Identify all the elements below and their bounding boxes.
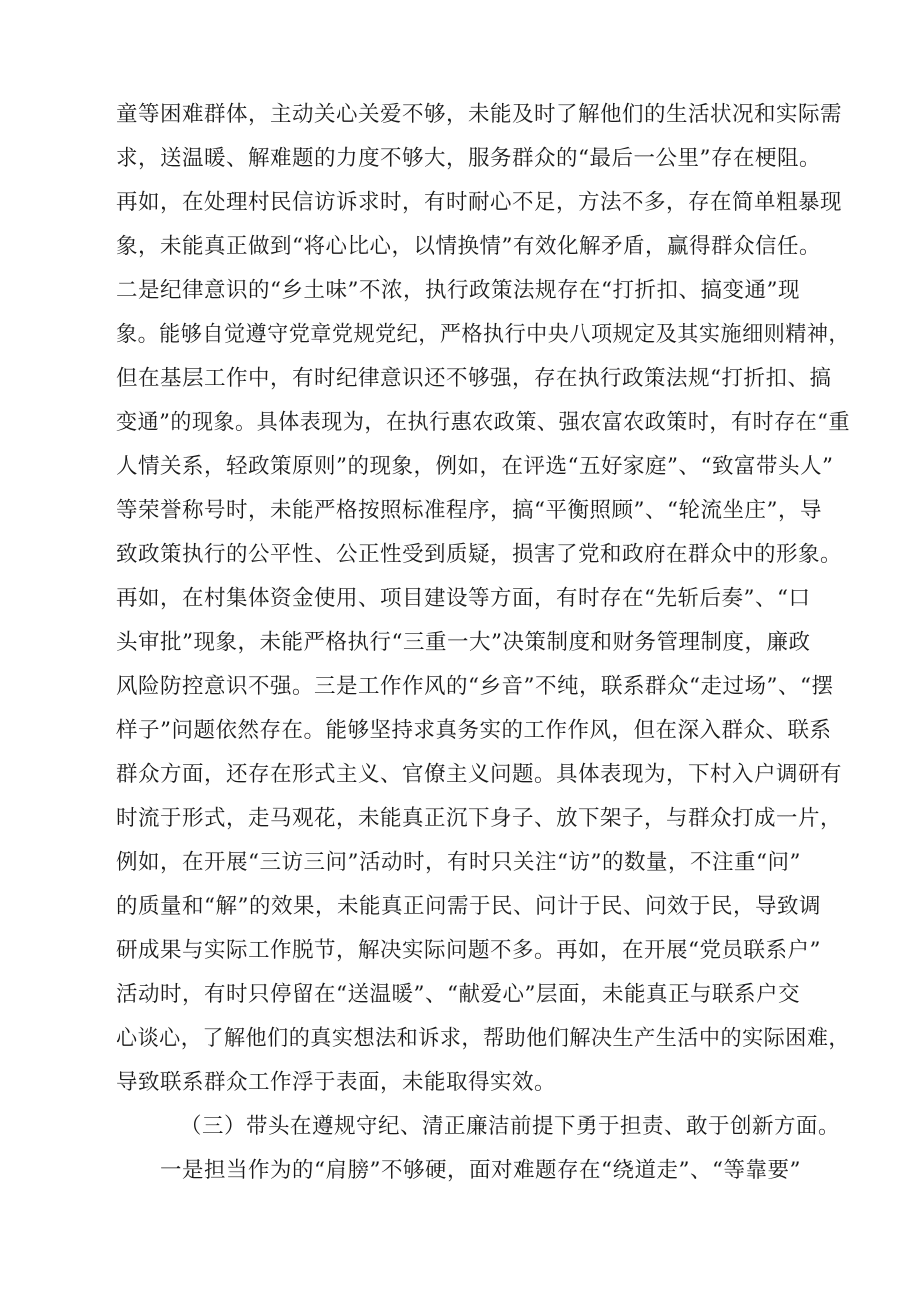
section-heading: （三）带头在遵规守纪、清正廉洁前提下勇于担责、敢于创新方面。 — [180, 1114, 841, 1139]
text-line: 人情关系，轻政策原则”的现象，例如，在评选“五好家庭”、“致富带头人” — [116, 454, 834, 479]
text-line: 心谈心，了解他们的真实想法和诉求，帮助他们解决生产生活中的实际困难， — [116, 1026, 851, 1051]
text-line: 求，送温暖、解难题的力度不够大，服务群众的“最后一公里”存在梗阻。 — [116, 146, 821, 171]
text-line: 活动时，有时只停留在“送温暖”、“献爱心”层面，未能真正与联系户交 — [116, 982, 800, 1007]
text-line: 研成果与实际工作脱节，解决实际问题不多。再如，在开展“党员联系户” — [116, 938, 821, 963]
text-line: 头审批”现象，未能严格执行“三重一大”决策制度和财务管理制度，廉政 — [116, 630, 811, 655]
text-line: 再如，在处理村民信访诉求时，有时耐心不足，方法不多，存在简单粗暴现 — [116, 190, 843, 215]
text-line: 等荣誉称号时，未能严格按照标准程序，搞“平衡照顾”、“轮流坐庄”，导 — [116, 498, 822, 523]
text-line: 变通”的现象。具体表现为，在执行惠农政策、强农富农政策时，有时存在“重 — [116, 410, 851, 435]
text-line: 例如，在开展“三访三问”活动时，有时只关注“访”的数量，不注重“问” — [116, 850, 801, 875]
text-line: 群众方面，还存在形式主义、官僚主义问题。具体表现为，下村入户调研有 — [116, 762, 843, 787]
text-line: 一是担当作为的“肩膀”不够硬，面对难题存在“绕道走”、“等靠要” — [160, 1158, 801, 1183]
text-line: 样子”问题依然存在。能够坚持求真务实的工作作风，但在深入群众、联系 — [116, 718, 832, 743]
text-line: 二是纪律意识的“乡土味”不浓，执行政策法规存在“打折扣、搞变通”现 — [116, 278, 800, 303]
text-line: 风险防控意识不强。三是工作作风的“乡音”不纯，联系群众“走过场”、“摆 — [116, 674, 834, 699]
text-line: 时流于形式，走马观花，未能真正沉下身子、放下架子，与群众打成一片， — [116, 806, 843, 831]
text-line: 的质量和“解”的效果，未能真正问需于民、问计于民、问效于民，导致调 — [116, 894, 821, 919]
text-line: 象，未能真正做到“将心比心，以情换情”有效化解矛盾，赢得群众信任。 — [116, 234, 821, 259]
text-line: 但在基层工作中，有时纪律意识还不够强，存在执行政策法规“打折扣、搞 — [116, 366, 832, 391]
text-line: 再如，在村集体资金使用、项目建设等方面，有时存在“先斩后奏”、“口 — [116, 586, 811, 611]
text-line: 象。能够自觉遵守党章党规党纪，严格执行中央八项规定及其实施细则精神， — [116, 322, 851, 347]
text-line: 童等困难群体，主动关心关爱不够，未能及时了解他们的生活状况和实际需 — [116, 102, 843, 127]
text-line: 致政策执行的公平性、公正性受到质疑，损害了党和政府在群众中的形象。 — [116, 542, 843, 567]
text-line: 导致联系群众工作浮于表面，未能取得实效。 — [116, 1070, 557, 1095]
